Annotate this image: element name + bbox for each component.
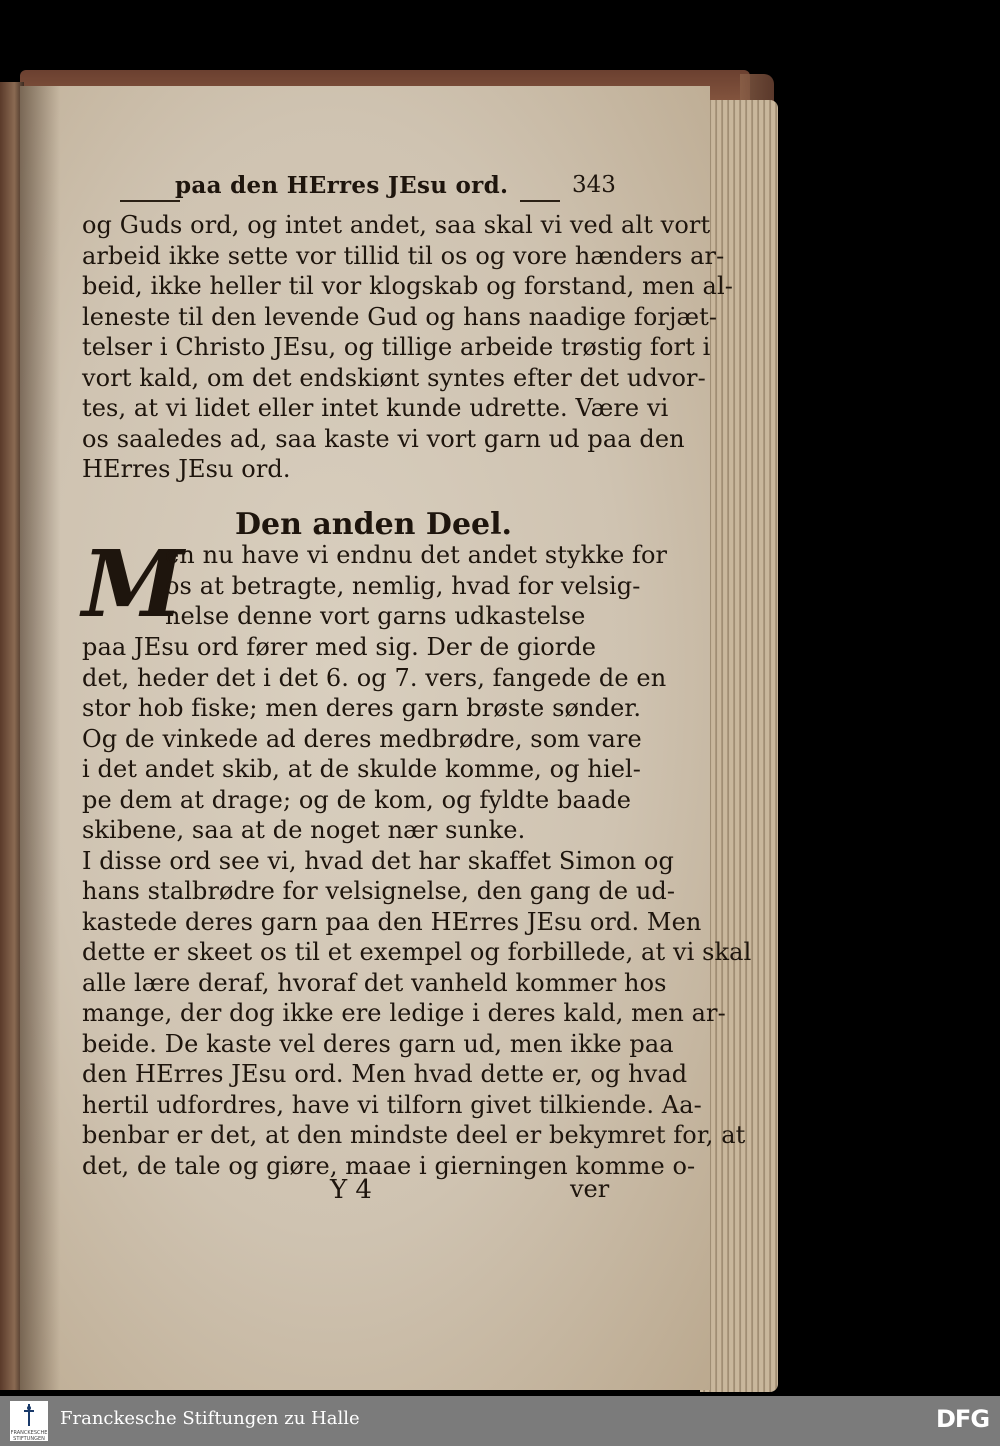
text-line: det, de tale og giøre, maae i gierningen komme o- xyxy=(82,1151,696,1180)
text-line: mange, der dog ikke ere ledige i deres kald, men ar- xyxy=(82,999,726,1027)
text-line: paa JEsu ord fører med sig. Der de giorde xyxy=(82,633,597,661)
text-line: dette er skeet os til et exempel og forbillede, at vi skal xyxy=(82,938,752,966)
text-line: en nu have vi endnu det andet stykke for xyxy=(165,541,668,569)
text-line: alle lære deraf, hvoraf det vanheld kommer hos xyxy=(82,968,667,997)
text-line: kastede deres garn paa den HErres JEsu ord. Men xyxy=(82,907,702,936)
text-line: benbar er det, at den mindste deel er bekymret for, at xyxy=(82,1121,746,1149)
text-line: arbeid ikke sette vor tillid til os og vore hænders ar- xyxy=(82,241,725,270)
text-line: beide. De kaste vel deres garn ud, men ikke paa xyxy=(82,1029,674,1058)
text-line: den HErres JEsu ord. Men hvad dette er, og hvad xyxy=(82,1060,688,1088)
text-line: vort kald, om det endskiønt syntes efter det udvor- xyxy=(82,363,706,392)
text-line: i det andet skib, at de skulde komme, og hiel- xyxy=(82,755,642,783)
dfg-logo[interactable]: DFG xyxy=(936,1405,990,1433)
text-line: tes, at vi lidet eller intet kunde udrette. Være vi xyxy=(82,394,669,422)
footer-title: Franckesche Stiftungen zu Halle xyxy=(60,1408,360,1429)
text-line: det, heder det i det 6. og 7. vers, fangede de en xyxy=(82,663,667,692)
text-line: pe dem at drage; og de kom, og fyldte baade xyxy=(82,785,632,814)
section-title: Den anden Deel. xyxy=(235,507,512,542)
header-rule-left xyxy=(120,200,180,202)
text-line: stor hob fiske; men deres garn brøste sønder. xyxy=(82,694,642,722)
text-line: I disse ord see vi, hvad det har skaffet Simon og xyxy=(82,846,674,875)
text-line: hans stalbrødre for velsignelse, den gang de ud- xyxy=(82,877,676,905)
running-header: paa den HErres JEsu ord. xyxy=(175,172,509,199)
signature-mark: Y 4 xyxy=(330,1175,372,1205)
text-line: Og de vinkede ad deres medbrødre, som vare xyxy=(82,724,642,753)
text-line: leneste til den levende Gud og hans naadige forjæt- xyxy=(82,302,718,331)
page-number: 343 xyxy=(572,172,616,198)
institution-logo[interactable] xyxy=(10,1401,48,1441)
text-line: skibene, saa at de noget nær sunke. xyxy=(82,816,526,844)
catchword: ver xyxy=(570,1175,610,1203)
text-line: beid, ikke heller til vor klogskab og forstand, men al- xyxy=(82,272,733,300)
text-line: os saaledes ad, saa kaste vi vort garn ud paa den xyxy=(82,424,685,453)
logo-text: FRANCKESCHE STIFTUNGEN xyxy=(10,1430,48,1442)
institution-logo-icon xyxy=(24,1404,34,1426)
text-line: og Guds ord, og intet andet, saa skal vi ved alt vort xyxy=(82,211,711,239)
text-line: hertil udfordres, have vi tilforn givet tilkiende. Aa- xyxy=(82,1090,702,1119)
text-line: HErres JEsu ord. xyxy=(82,455,291,483)
gutter-shadow xyxy=(20,86,60,1390)
text-line: nelse denne vort garns udkastelse xyxy=(165,602,586,630)
drop-cap-initial: M xyxy=(82,530,184,638)
text-line: os at betragte, nemlig, hvad for velsig- xyxy=(165,571,641,600)
text-line: telser i Christo JEsu, og tillige arbeide trøstig fort i xyxy=(82,333,711,361)
viewer-footer-bar xyxy=(0,1396,1000,1446)
header-rule-right xyxy=(520,200,560,202)
